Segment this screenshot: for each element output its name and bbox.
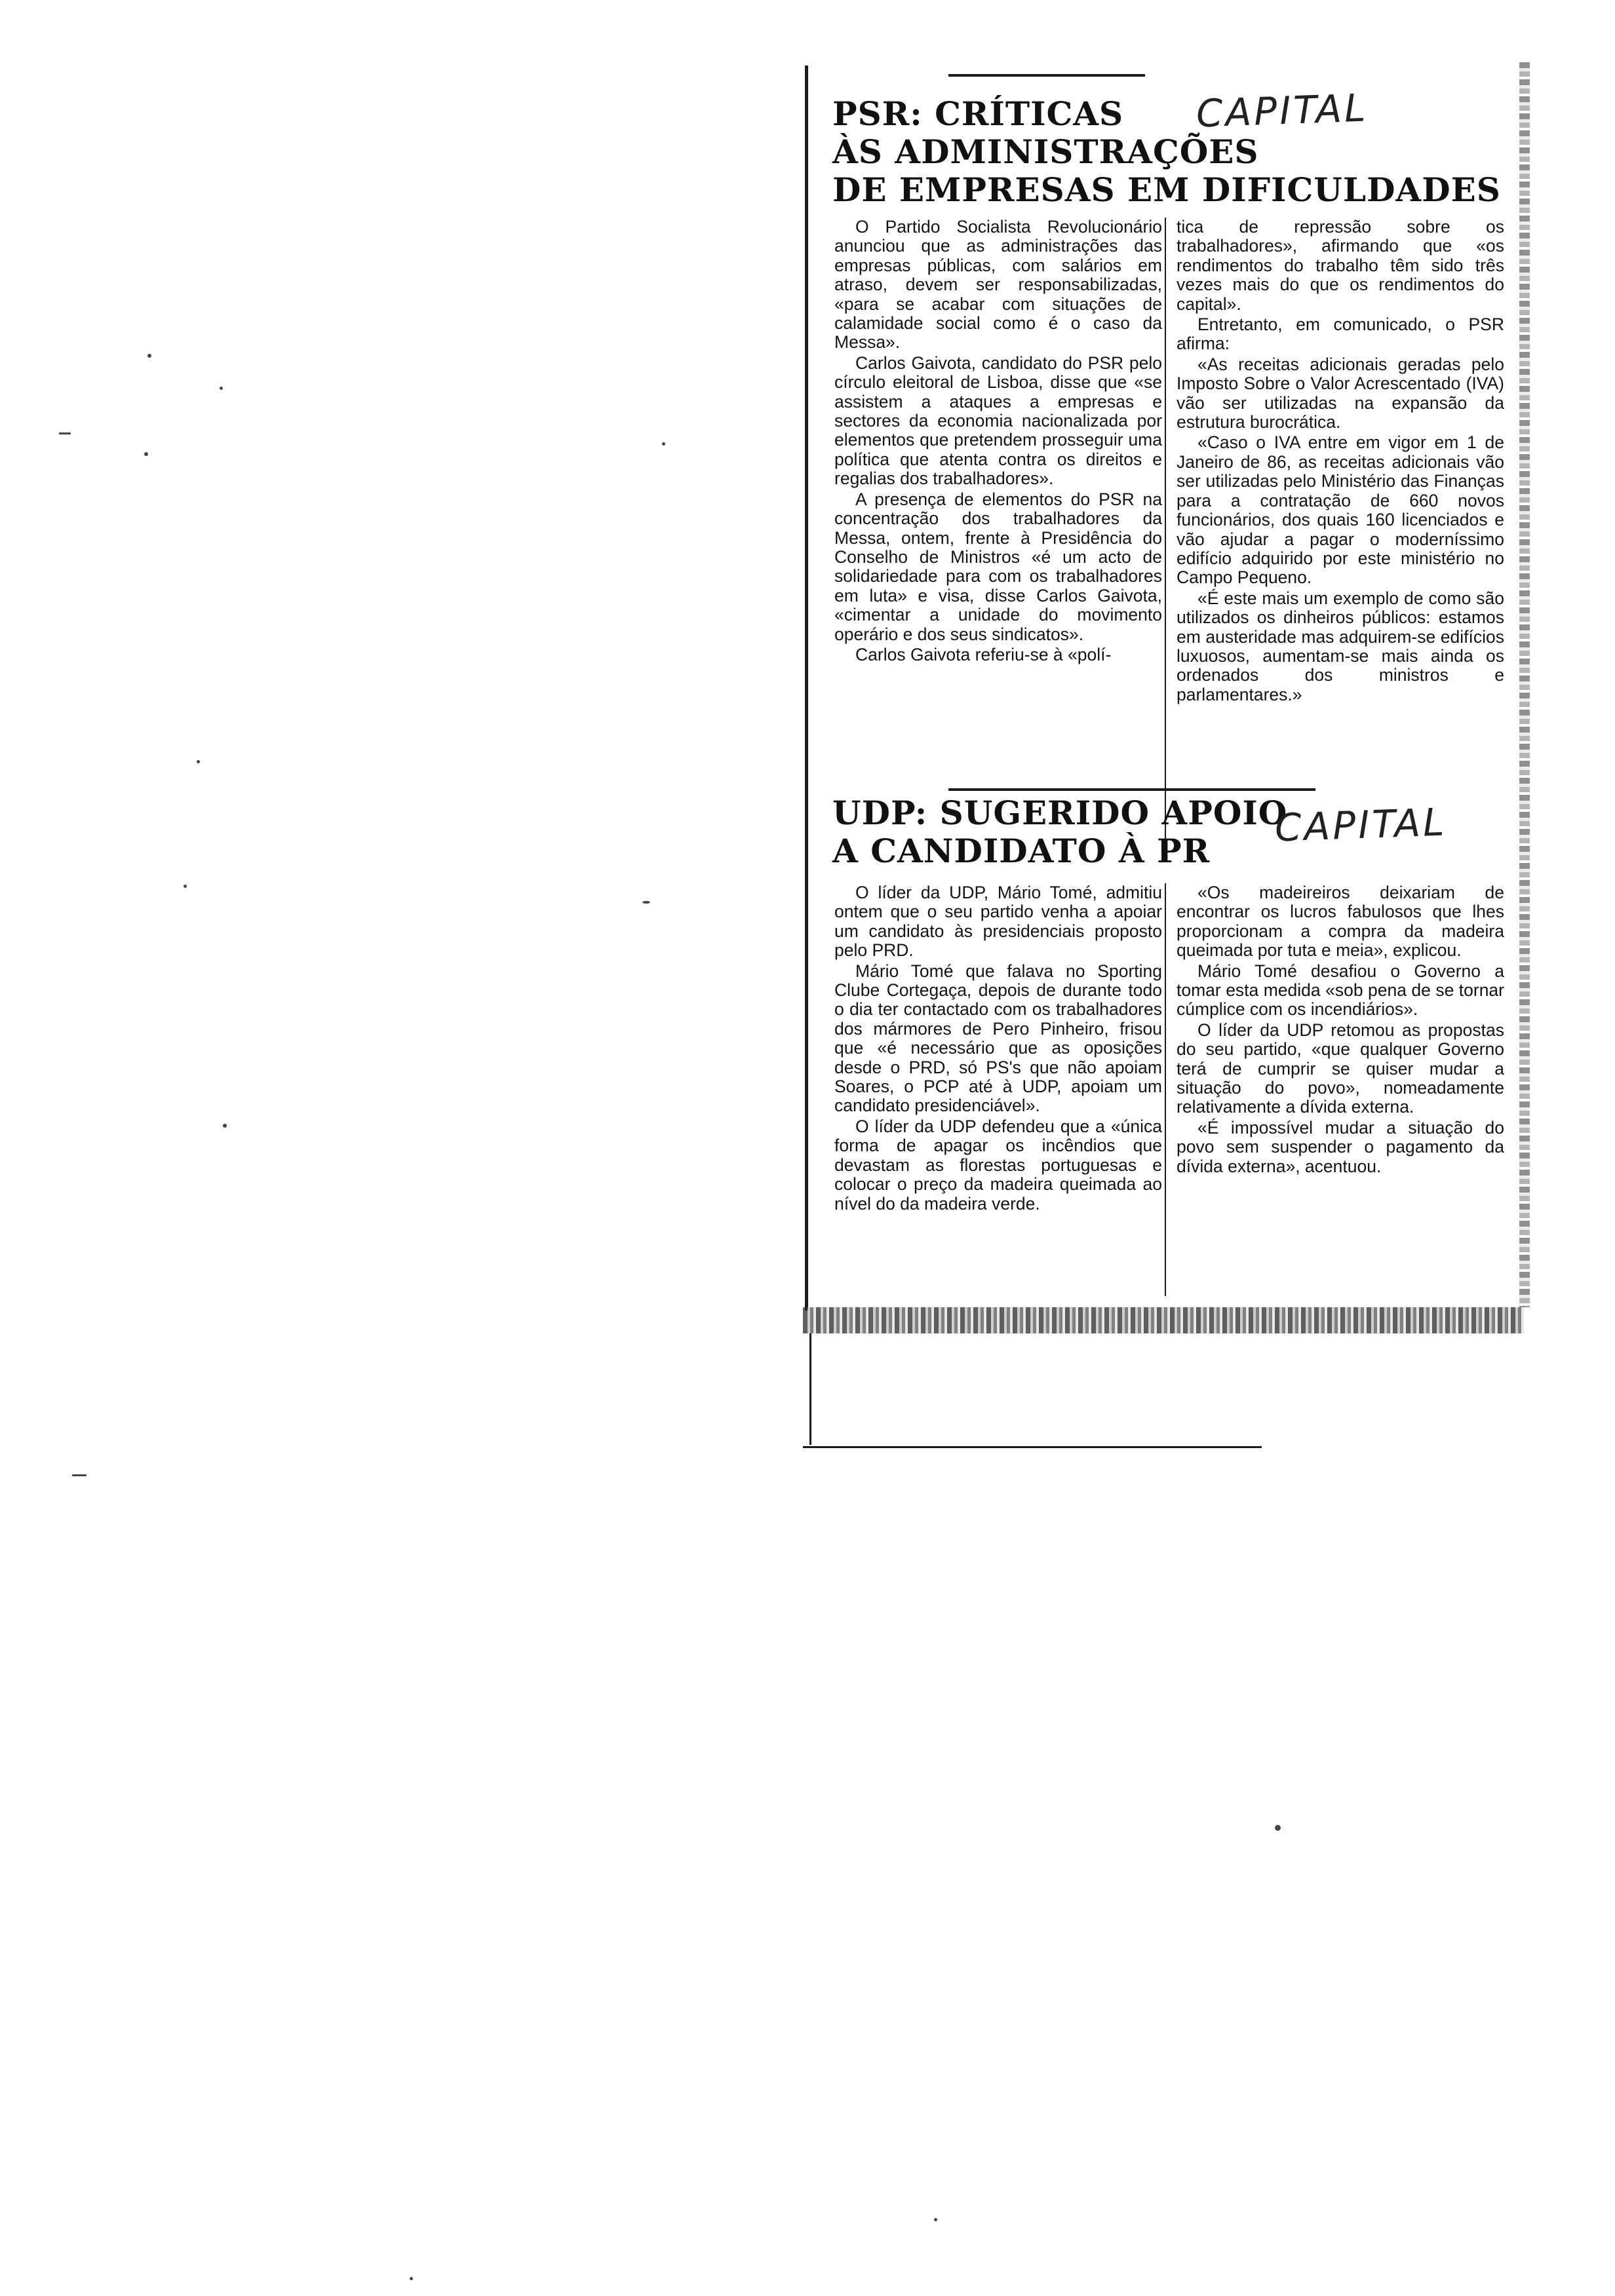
article1-headline-line3: DE EMPRESAS EM DIFICULDADES	[832, 170, 1501, 209]
article2-paragraph: O líder da UDP, Mário Tomé, admitiu ontem que o seu partido venha a apoiar um candidato às presidenciais proposto pelo PRD.	[834, 883, 1162, 961]
article1-column-1	[834, 218, 1162, 666]
article1-paragraph: Entretanto, em comunicado, o PSR afirma:	[1177, 315, 1504, 354]
scan-speck	[220, 387, 223, 390]
article1-column-2	[1177, 218, 1504, 706]
right-torn-edge	[1519, 62, 1530, 1307]
scan-speck	[410, 2277, 413, 2280]
scan-speck	[642, 901, 650, 904]
article1-handwritten-annotation: CAPITAL	[1195, 85, 1369, 136]
article1-paragraph: «É este mais um exemplo de como são utilizados os dinheiros públicos: estamos em austeridade mas adquirem-se edifícios luxuosos, aumentam-se mais ainda os ordenados dos ministros e parlamentares.»	[1177, 588, 1504, 704]
newspaper-clipping	[803, 62, 1534, 1455]
article2-paragraph: O líder da UDP retomou as propostas do seu partido, «que qualquer Governo terá de cumprir se quiser mudar a situação do povo», nomeadamente relativamente a dívida externa.	[1177, 1020, 1504, 1117]
scan-speck	[1275, 1825, 1281, 1831]
top-rule-2	[948, 788, 1315, 791]
article2-headline	[832, 794, 1287, 870]
scan-speck	[72, 1474, 87, 1476]
article2-column-divider	[1165, 883, 1166, 1296]
top-rule-1	[948, 74, 1145, 77]
article2-paragraph: «Os madeireiros deixariam de encontrar os lucros fabulosos que lhes proporcionam a compra da madeira queimada por tuta e meia», explicou.	[1177, 883, 1504, 961]
article1-column-divider	[1165, 218, 1166, 840]
scan-speck	[184, 885, 187, 888]
article2-handwritten-annotation: CAPITAL	[1274, 799, 1448, 851]
article2-paragraph: «É impossível mudar a situação do povo sem suspender o pagamento da dívida externa», acentuou.	[1177, 1117, 1504, 1176]
article1-headline-line1: PSR: CRÍTICAS	[832, 94, 1124, 133]
article1-paragraph: tica de repressão sobre os trabalhadores», afirmando que «os rendimentos do trabalho têm sido três vezes mais do que os rendimentos do capital».	[1177, 217, 1504, 314]
bottom-rule	[803, 1446, 1262, 1448]
article2-paragraph: O líder da UDP defendeu que a «única forma de apagar os incêndios que devastam as florestas portuguesas e colocar o preço da madeira queimada ao nível do da madeira verde.	[834, 1116, 1162, 1214]
article2-headline-line1: UDP: SUGERIDO APOIO	[832, 794, 1288, 832]
left-border	[805, 66, 808, 1311]
article1-paragraph: Carlos Gaivota referiu-se à «polí-	[855, 644, 1112, 664]
article1-paragraph: A presença de elementos do PSR na concentração dos trabalhadores da Messa, ontem, frente à Presidência do Conselho de Ministros «é um acto de solidariedade para com os trabalhadores em luta» e visa, disse Carlos Gaivota, «cimentar a unidade do movimento operário e dos seus sindicatos».	[834, 489, 1162, 644]
scan-speck	[662, 442, 665, 446]
article1-paragraph: O Partido Socialista Revolucionário anunciou que as administrações das empresas públicas, com salários em atraso, devem ser responsabilizadas, «para se acabar com situações de calamidade social como é o caso da Messa».	[834, 217, 1162, 353]
left-border-lower	[809, 1333, 811, 1445]
article2-paragraph: Mário Tomé que falava no Sporting Clube Cortegaça, depois de durante todo o dia ter contactado com os trabalhadores dos mármores de Pero Pinheiro, frisou que «é necessário que as oposições desde o PRD, só PS's que não apoiam Soares, o PCP até à UDP, apoiam um candidato presidenciável».	[834, 961, 1162, 1116]
scan-speck	[147, 354, 151, 358]
scan-noise-strip	[803, 1307, 1524, 1333]
scan-speck	[197, 760, 200, 763]
article1-paragraph: «As receitas adicionais geradas pelo Imposto Sobre o Valor Acrescentado (IVA) vão ser utilizadas na expansão da estrutura burocrática.	[1177, 354, 1504, 432]
article2-paragraph: Mário Tomé desafiou o Governo a tomar esta medida «sob pena de se tornar cúmplice com os incendiários».	[1177, 961, 1504, 1020]
article2-headline-line2: A CANDIDATO À PR	[832, 832, 1211, 870]
scan-speck	[59, 432, 71, 434]
article2-column-1	[834, 883, 1162, 1215]
article1-headline	[832, 95, 1501, 209]
scan-speck	[144, 452, 148, 456]
scan-speck	[934, 2218, 937, 2221]
article1-paragraph: Carlos Gaivota, candidato do PSR pelo círculo eleitoral de Lisboa, disse que «se assistem a ataques a empresas e sectores da economia nacionalizada por elementos que pretendem prosseguir uma política que atenta contra os direitos e regalias dos trabalhadores».	[834, 353, 1162, 489]
article1-headline-line2: ÀS ADMINISTRAÇÕES	[832, 132, 1259, 171]
article2-column-2	[1177, 883, 1504, 1177]
article1-paragraph: «Caso o IVA entre em vigor em 1 de Janeiro de 86, as receitas adicionais vão ser utilizadas pelo Ministério das Finanças para a contratação de 660 novos funcionários, dos quais 160 licenciados e vão ajudar a pagar o moderníssimo edifício adquirido por este ministério no Campo Pequeno.	[1177, 432, 1504, 588]
scan-speck	[223, 1124, 227, 1128]
